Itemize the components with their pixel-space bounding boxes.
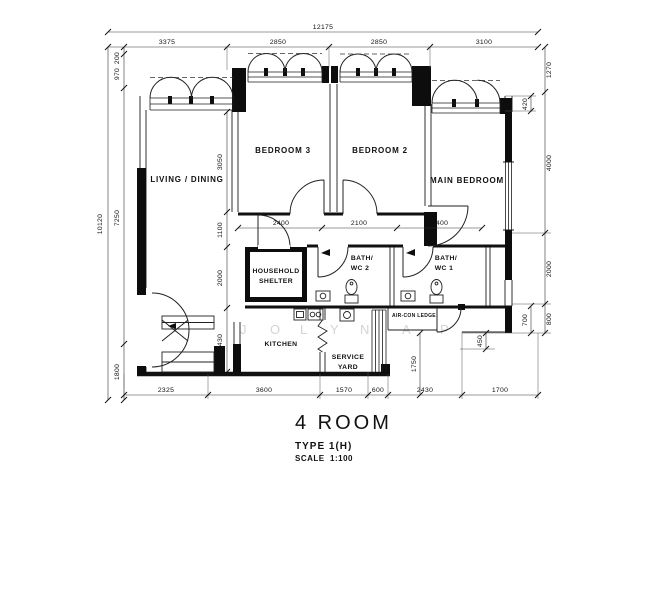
watermark [240,322,449,337]
dim-left-1: 200 [114,51,121,65]
dim-innerleft-2: 1100 [217,222,224,238]
plan-title: 4 ROOM [295,412,392,434]
door-swings [152,180,468,367]
dim-bottom-1: 2325 [157,387,175,394]
watermark-letter: N [360,322,370,337]
living-dining-label: LIVING / DINING [150,175,224,184]
dim-bottom-2: 3600 [255,387,273,394]
dim-corridor-3: 2400 [431,220,449,227]
watermark-letter: A [402,322,411,337]
dim-bottom-5: 2430 [416,387,434,394]
watermark-letter: P [440,322,449,337]
dim-top-1: 3375 [158,39,176,46]
dim-right-4: 800 [546,312,553,326]
household-shelter-label-2: SHELTER [258,278,294,285]
service-yard-louvre-window [372,310,386,372]
household-shelter-door-gap [258,245,290,249]
dim-bottom-6: 1700 [491,387,509,394]
watermark-letter: J [240,322,247,337]
dim-corridor-1: 2400 [272,220,290,227]
plan-scale-label: SCALE [295,454,325,463]
bath-wc1-label-1: BATH/ [434,255,458,262]
dim-left-3: 7250 [114,209,121,227]
dim-top-2: 2850 [269,39,287,46]
service-yard-label-1: SERVICE [331,354,365,361]
kitchen-fixtures [294,309,323,320]
dim-right-1: 1270 [546,61,553,79]
entrance-cabinets [162,316,214,372]
bedroom3-label: BEDROOM 3 [255,146,311,155]
dim-misc-1: 1750 [411,355,418,373]
main-bedroom-label: MAIN BEDROOM [429,176,505,185]
dim-top-3: 2850 [370,39,388,46]
bath-wc1-label-2: WC 1 [434,265,454,272]
watermark-letter: Y [330,322,339,337]
dim-right-2: 4000 [546,154,553,172]
watermark-letter: L [300,322,308,337]
dim-left-2: 970 [114,67,121,81]
household-shelter-label-1: HOUSEHOLD [252,268,300,275]
dim-top-4: 3100 [475,39,493,46]
title-block [295,412,392,463]
bath-wc2-label-2: WC 2 [350,265,370,272]
dim-corridor-2: 2100 [350,220,368,227]
dim-left-overall: 10120 [97,213,104,235]
watermark-letter: O [270,322,281,337]
dim-left-4: 1800 [114,363,121,381]
dim-top-overall: 12175 [312,24,334,31]
dim-right-inner-2: 700 [522,313,529,327]
plan-type: TYPE 1(H) [295,441,353,452]
dim-misc-2: 450 [477,334,484,348]
aircon-ledge-label: AIR-CON LEDGE [392,313,436,319]
kitchen-label: KITCHEN [264,341,298,348]
bedroom2-label: BEDROOM 2 [352,146,408,155]
dim-right-inner-1: 420 [522,97,529,111]
bath-wc2-label-1: BATH/ [350,255,374,262]
plan-scale-value: 1:100 [330,454,353,463]
extension-lines [124,47,551,399]
dim-bottom-3: 1570 [335,387,353,394]
dim-right-3: 2000 [546,260,553,278]
room-labels [150,146,504,371]
service-yard-label-2: YARD [337,364,359,371]
dim-innerleft-1: 3050 [217,153,224,171]
dim-innerleft-3: 2000 [217,269,224,287]
bathroom-fixtures [316,280,443,304]
dim-bottom-4: 600 [371,387,385,394]
dim-innerleft-4: 2430 [217,333,224,351]
